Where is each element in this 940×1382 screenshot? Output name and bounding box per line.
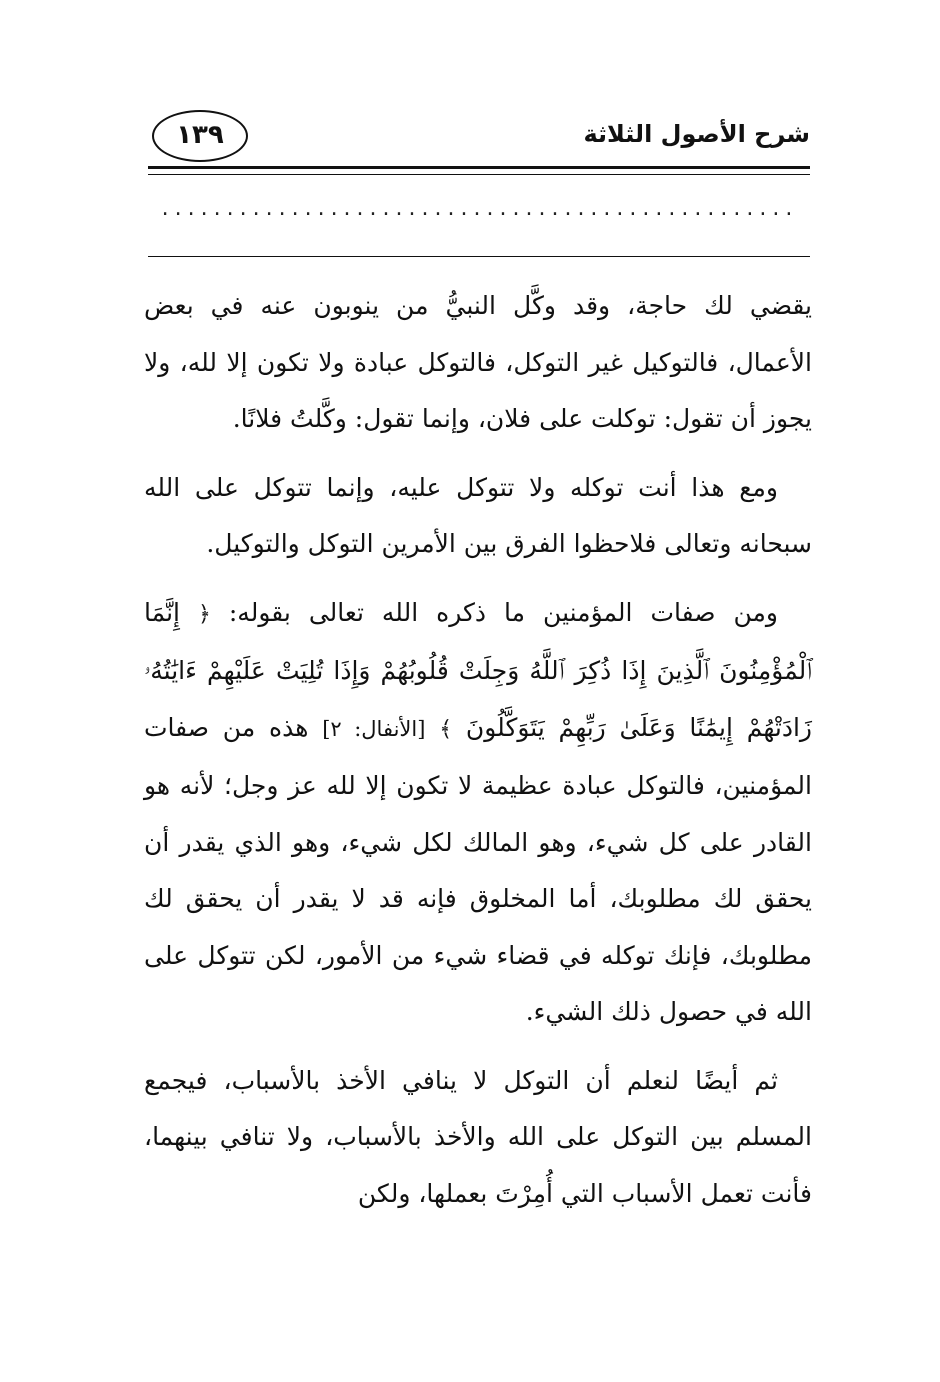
footnote-rule xyxy=(148,256,810,257)
paragraph-3 xyxy=(144,585,812,1041)
verse-reference: [الأنفال: ٢] xyxy=(322,716,426,741)
paragraph-3-intro: ومن صفات المؤمنين ما ذكره الله تعالى بقوله: xyxy=(228,597,778,627)
paragraph-4: ثم أيضًا لنعلم أن التوكل لا ينافي الأخذ بالأسباب، فيجمع المسلم بين التوكل على الله والأخذ بالأسباب، ولا تنافي بينهما، فأنت تعمل الأسباب التي أُمِرْتَ بعملها، ولكن xyxy=(144,1065,812,1208)
paragraph-3-rest: هذه من صفات المؤمنين، فالتوكل عبادة عظيمة لا تكون إلا لله عز وجل؛ لأنه هو القادر على كل شيء، وهو المالك لكل شيء، وهو الذي يقدر أن يحقق لك مطلوبك، أما المخلوق فإنه قد لا يقدر أن يحقق لك مطلوبك، فإنك توكله في قضاء شيء من الأمور، لكن تتوكل على الله في حصول ذلك الشيء. xyxy=(144,712,812,1026)
running-title: شرح الأصول الثلاثة xyxy=(583,120,810,148)
quran-close-bracket: ﴾ xyxy=(439,716,453,742)
header-rule-top xyxy=(148,166,810,169)
paragraph-1: يقضي لك حاجة، وقد وكَّل النبيُّ من ينوبون عنه في بعض الأعمال، فالتوكيل غير التوكل، فالتوكل عبادة ولا تكون إلا لله، ولا يجوز أن تقول: توكلت على فلان، وإنما تقول: وكَّلتُ فلانًا. xyxy=(144,291,812,433)
paragraph-2: ومع هذا أنت توكله ولا تتوكل عليه، وإنما تتوكل على الله سبحانه وتعالى فلاحظوا الفرق بين الأمرين التوكل والتوكيل. xyxy=(144,472,812,558)
main-text xyxy=(144,278,812,1222)
page-number: ١٣٩ xyxy=(152,110,248,162)
quran-open-bracket: ﴿ xyxy=(197,601,211,627)
page-header xyxy=(140,108,810,164)
header-rule-bottom xyxy=(148,174,810,175)
dotted-separator: ................................................. xyxy=(161,196,799,221)
quran-verse: إِنَّمَا ٱلْمُؤْمِنُونَ ٱلَّذِينَ إِذَا ذُكِرَ ٱللَّهُ وَجِلَتْ قُلُوبُهُمْ وَإِذَا تُلِيَتْ عَلَيْهِمْ ءَايَٰتُهُۥ زَادَتْهُمْ إِيمَٰنًا وَعَلَىٰ رَبِّهِمْ يَتَوَكَّلُونَ xyxy=(144,597,812,742)
